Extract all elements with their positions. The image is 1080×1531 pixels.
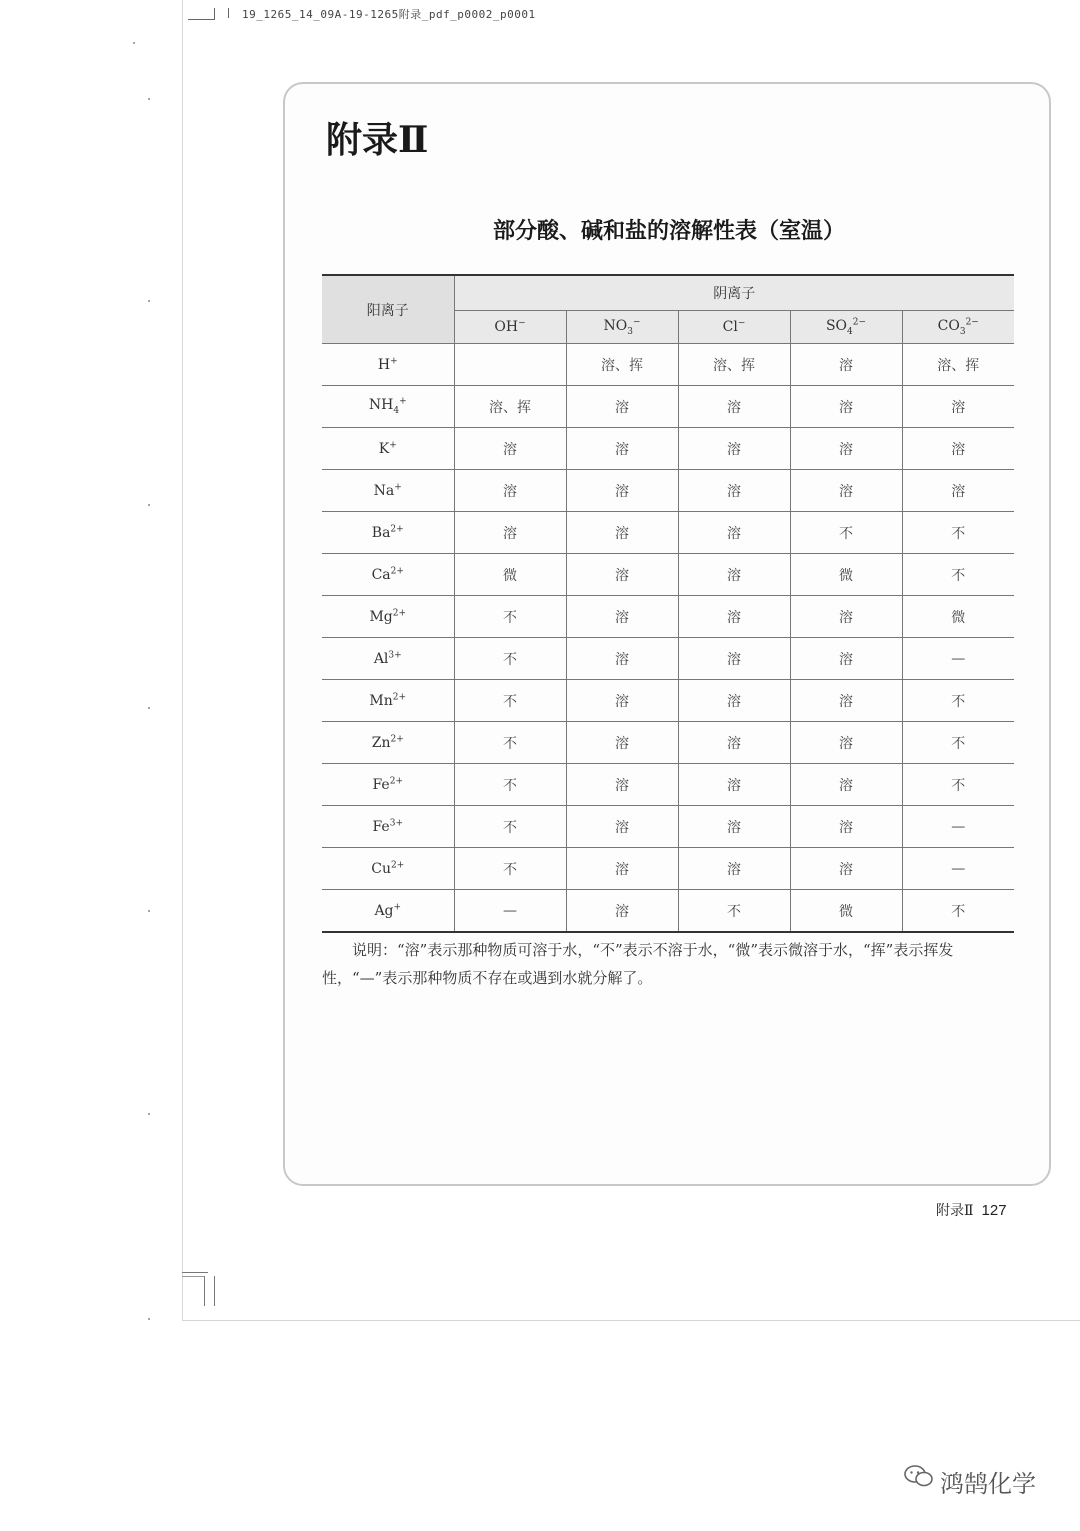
scan-speck	[148, 98, 150, 100]
cation-formula-charge: 3+	[388, 650, 402, 661]
solubility-cell: 溶	[566, 848, 678, 890]
cation-formula	[378, 357, 398, 373]
anion-column-header	[454, 311, 566, 344]
cation-formula-symbol: H	[377, 356, 391, 373]
page-edge-bottom	[182, 1320, 1080, 1321]
cation-cell	[322, 764, 454, 806]
solubility-cell: 溶	[678, 806, 790, 848]
cation-formula	[372, 525, 404, 541]
cation-formula-charge: +	[390, 356, 398, 367]
solubility-cell: 溶	[790, 848, 902, 890]
cation-formula	[372, 567, 404, 583]
cation-formula-symbol: Fe	[372, 818, 390, 835]
anion-column-header	[566, 311, 678, 344]
table-row	[322, 764, 1014, 806]
appendix-title: 附录Ⅱ	[326, 119, 429, 161]
solubility-cell: 微	[902, 596, 1014, 638]
cation-formula	[372, 777, 403, 793]
anion-column-header	[902, 311, 1014, 344]
table-row	[322, 470, 1014, 512]
solubility-cell: 溶	[902, 470, 1014, 512]
scan-speck	[148, 707, 150, 709]
anion-column-header	[678, 311, 790, 344]
cation-formula-symbol: Ag	[374, 902, 394, 919]
solubility-cell: 不	[902, 512, 1014, 554]
anion-formula-symbol: Cl	[722, 319, 738, 336]
wechat-icon	[904, 1465, 934, 1487]
solubility-cell: 溶	[678, 470, 790, 512]
cation-cell	[322, 554, 454, 596]
cation-formula-charge: 2+	[392, 608, 407, 619]
cation-cell	[322, 848, 454, 890]
solubility-cell: 溶	[566, 680, 678, 722]
table-row	[322, 890, 1014, 933]
anion-formula	[937, 317, 979, 337]
cation-header: 阳离子	[322, 275, 454, 344]
table-row	[322, 554, 1014, 596]
solubility-cell: 溶	[790, 596, 902, 638]
page-footer	[936, 1200, 1007, 1220]
anion-formula-symbol: NO	[603, 317, 628, 334]
solubility-cell: 溶、挥	[902, 344, 1014, 386]
scan-file-header: 19_1265_14_09A-19-1265附录_pdf_p0002_p0001	[242, 8, 536, 21]
anion-formula-charge: −	[632, 317, 641, 328]
solubility-cell: 溶	[566, 428, 678, 470]
solubility-cell: 溶	[678, 848, 790, 890]
solubility-cell: 溶	[678, 764, 790, 806]
crop-mark	[228, 8, 229, 18]
table-row	[322, 680, 1014, 722]
solubility-cell: 溶	[790, 470, 902, 512]
solubility-cell: 不	[454, 638, 566, 680]
cation-formula-charge: +	[389, 440, 397, 451]
cation-formula-charge: 2+	[389, 776, 403, 787]
cation-formula	[374, 483, 402, 499]
solubility-cell: 微	[454, 554, 566, 596]
table-row	[322, 428, 1014, 470]
solubility-cell: 溶	[790, 386, 902, 428]
cation-formula	[372, 735, 404, 751]
solubility-cell: 不	[454, 764, 566, 806]
cation-formula-symbol: Zn	[371, 734, 391, 751]
table-row	[322, 386, 1014, 428]
solubility-cell: 溶	[678, 386, 790, 428]
anion-column-header	[790, 311, 902, 344]
solubility-cell: 不	[902, 722, 1014, 764]
cation-cell	[322, 722, 454, 764]
solubility-cell: 溶	[566, 890, 678, 933]
solubility-cell: 不	[454, 806, 566, 848]
scan-speck	[148, 1113, 150, 1115]
cation-formula-symbol: Fe	[372, 776, 390, 793]
solubility-cell: 溶	[566, 764, 678, 806]
solubility-cell: 溶	[566, 512, 678, 554]
anion-formula-subscript: 4	[847, 326, 853, 337]
anion-formula-charge: −	[737, 318, 746, 329]
cation-cell	[322, 596, 454, 638]
page-edge	[182, 0, 183, 1320]
solubility-cell: —	[902, 806, 1014, 848]
solubility-cell: 不	[902, 764, 1014, 806]
solubility-cell: 溶	[790, 806, 902, 848]
solubility-cell: 溶	[790, 638, 902, 680]
cation-formula	[369, 609, 406, 625]
solubility-cell: 溶	[678, 512, 790, 554]
cation-formula-symbol: Cu	[371, 860, 391, 877]
cation-formula	[379, 441, 397, 457]
solubility-cell: 溶	[790, 344, 902, 386]
cation-formula-symbol: Al	[373, 650, 389, 667]
cation-formula-symbol: Na	[373, 482, 395, 499]
solubility-cell: 不	[902, 890, 1014, 933]
solubility-cell: 溶	[790, 680, 902, 722]
cation-cell	[322, 638, 454, 680]
cation-formula-charge: +	[393, 902, 402, 913]
solubility-cell: 溶、挥	[566, 344, 678, 386]
cation-formula-charge: 2+	[390, 860, 405, 871]
table-row	[322, 806, 1014, 848]
anion-formula-subscript: 3	[959, 326, 966, 337]
solubility-cell: —	[454, 890, 566, 933]
scan-speck	[133, 42, 135, 44]
scan-speck	[148, 910, 150, 912]
cation-cell	[322, 680, 454, 722]
solubility-cell: 溶	[678, 596, 790, 638]
solubility-cell: 溶	[566, 638, 678, 680]
cation-cell	[322, 512, 454, 554]
cation-formula	[368, 396, 407, 417]
solubility-cell: 溶	[566, 554, 678, 596]
table-row	[322, 344, 1014, 386]
solubility-cell: 溶	[454, 470, 566, 512]
cation-formula-charge: +	[394, 482, 402, 493]
cation-formula-charge: +	[399, 396, 407, 407]
anion-formula-symbol: CO	[937, 317, 960, 334]
footer-label: 附录Ⅱ	[936, 1203, 974, 1219]
watermark: 鸿鹄化学	[940, 1470, 1036, 1498]
solubility-cell: 不	[454, 680, 566, 722]
anion-formula-symbol: OH	[494, 319, 519, 336]
cation-formula-symbol: NH	[368, 397, 394, 414]
solubility-cell: 溶	[790, 764, 902, 806]
solubility-cell: 溶	[566, 386, 678, 428]
solubility-cell: 溶	[790, 428, 902, 470]
anion-formula	[825, 317, 867, 337]
cation-cell	[322, 428, 454, 470]
crop-mark	[188, 19, 214, 20]
cation-cell	[322, 470, 454, 512]
solubility-cell: 不	[902, 554, 1014, 596]
table-row	[322, 638, 1014, 680]
solubility-cell: 不	[790, 512, 902, 554]
anion-formula-charge: 2−	[965, 317, 979, 328]
solubility-cell: 不	[678, 890, 790, 933]
solubility-table	[322, 274, 1014, 933]
cation-cell	[322, 344, 454, 386]
solubility-cell: 溶	[566, 470, 678, 512]
page-number: 127	[981, 1202, 1007, 1219]
anion-formula	[494, 319, 525, 335]
cation-formula-charge: 2+	[392, 692, 407, 703]
solubility-cell: 溶、挥	[678, 344, 790, 386]
anion-formula-subscript: 3	[627, 326, 633, 337]
solubility-cell: 溶	[566, 806, 678, 848]
table-row	[322, 596, 1014, 638]
cation-cell	[322, 806, 454, 848]
solubility-cell: 溶	[790, 722, 902, 764]
solubility-cell: 溶	[678, 722, 790, 764]
solubility-cell: 不	[902, 680, 1014, 722]
anion-header: 阴离子	[454, 275, 1014, 311]
anion-formula	[723, 319, 746, 335]
scan-speck	[148, 300, 150, 302]
cation-formula-charge: 3+	[389, 818, 403, 829]
solubility-cell	[454, 344, 566, 386]
solubility-cell: 溶	[678, 428, 790, 470]
cation-formula-symbol: Mg	[369, 608, 393, 625]
table-row	[322, 512, 1014, 554]
table-row	[322, 848, 1014, 890]
anion-formula	[603, 317, 641, 337]
cation-cell	[322, 386, 454, 428]
solubility-cell: —	[902, 848, 1014, 890]
solubility-cell: 溶	[678, 638, 790, 680]
solubility-cell: 溶	[678, 680, 790, 722]
cation-formula-subscript: 4	[393, 406, 400, 417]
cation-formula-charge: 2+	[390, 524, 404, 535]
anion-formula-charge: 2−	[852, 317, 867, 328]
legend-note: 说明：“溶”表示那种物质可溶于水，“不”表示不溶于水，“微”表示微溶于水，“挥”表示挥发性，“—”表示那种物质不存在或遇到水就分解了。	[322, 941, 954, 987]
cation-formula-symbol: Ca	[371, 566, 391, 583]
cation-formula-charge: 2+	[390, 566, 404, 577]
solubility-cell: 溶	[454, 512, 566, 554]
cation-formula-symbol: K	[378, 440, 390, 457]
solubility-cell: 不	[454, 722, 566, 764]
cation-formula	[374, 651, 402, 667]
table-title: 部分酸、碱和盐的溶解性表（室温）	[492, 218, 845, 244]
solubility-cell: 溶	[566, 596, 678, 638]
scan-speck	[148, 504, 150, 506]
cation-formula	[374, 903, 401, 919]
solubility-cell: 不	[454, 848, 566, 890]
cation-cell	[322, 890, 454, 933]
cation-formula	[369, 693, 406, 709]
solubility-cell: 溶	[454, 428, 566, 470]
solubility-cell: 溶、挥	[454, 386, 566, 428]
solubility-cell: 微	[790, 890, 902, 933]
cation-formula-charge: 2+	[390, 734, 404, 745]
cation-formula-symbol: Mn	[369, 692, 393, 709]
crop-mark	[214, 8, 215, 20]
table-row	[322, 722, 1014, 764]
solubility-cell: —	[902, 638, 1014, 680]
cation-formula	[372, 819, 403, 835]
cation-formula	[371, 861, 404, 877]
solubility-cell: 微	[790, 554, 902, 596]
anion-formula-charge: −	[518, 318, 526, 329]
solubility-cell: 溶	[566, 722, 678, 764]
solubility-cell: 不	[454, 596, 566, 638]
cation-formula-symbol: Ba	[371, 524, 391, 541]
solubility-cell: 溶	[678, 554, 790, 596]
anion-formula-symbol: SO	[825, 317, 848, 334]
scan-speck	[148, 1318, 150, 1320]
solubility-cell: 溶	[902, 386, 1014, 428]
solubility-cell: 溶	[902, 428, 1014, 470]
